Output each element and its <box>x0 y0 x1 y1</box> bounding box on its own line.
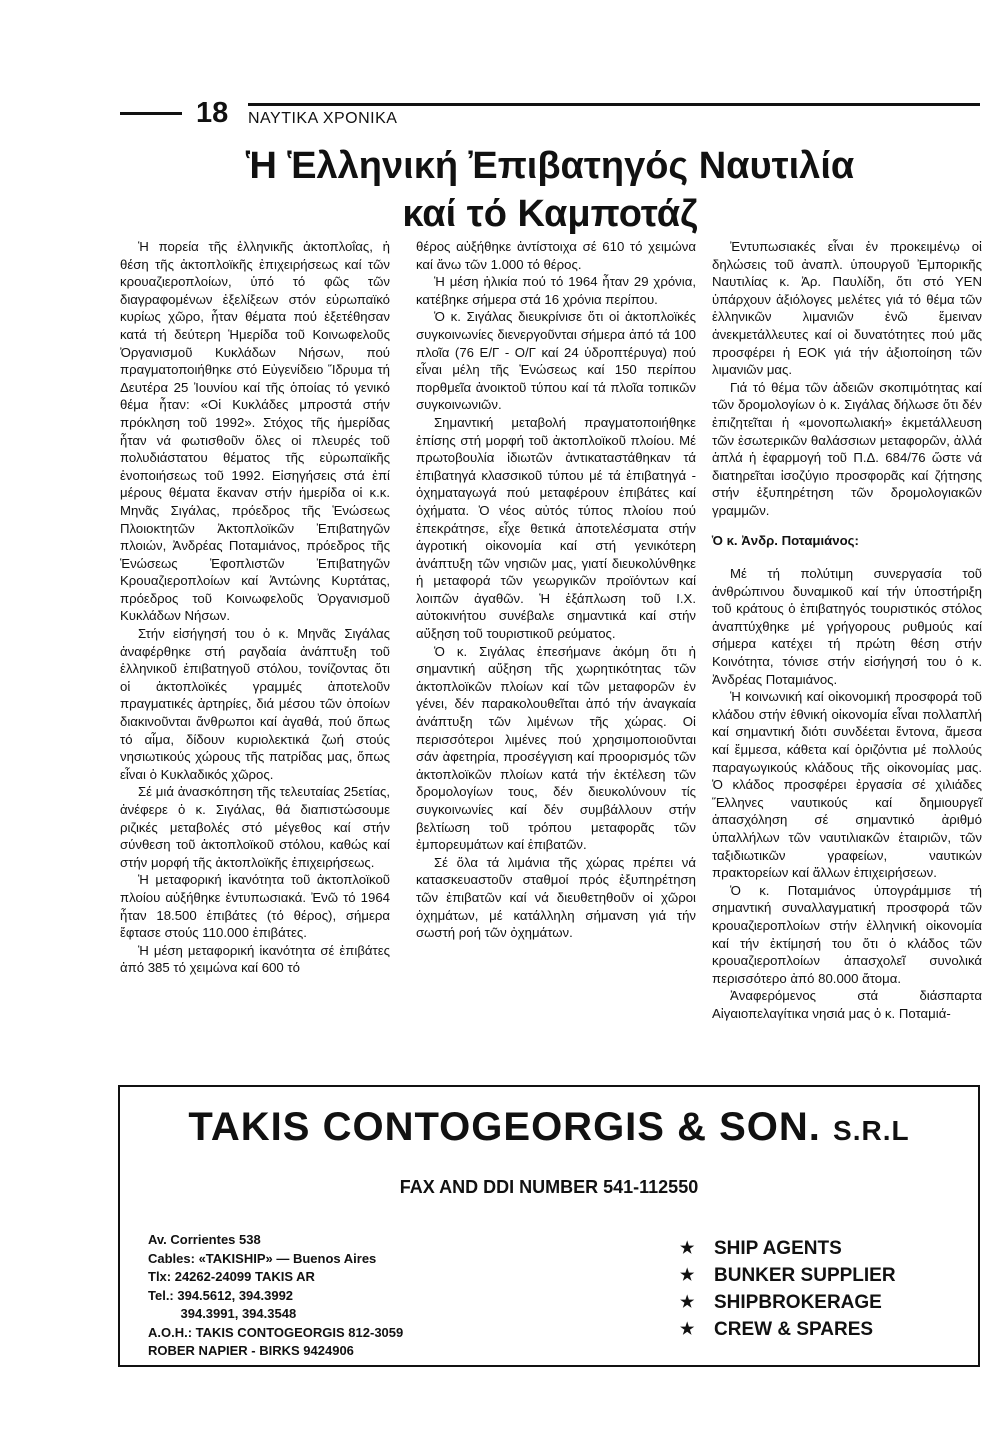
paragraph: Σέ ὅλα τά λιμάνια τῆς χώρας πρέπει νά κατασκευαστοῦν σταθμοί πρός ἐξυπηρέτηση τῶν ἐπιβατῶν καί νά διευθετηθοῦν οἱ χῶροι ὀχημάτων, μέ κατάλληλη σήμανση γιά τήν σωστή ροή τῶν ὀχημάτων. <box>416 854 696 941</box>
paragraph: Ὁ κ. Ποταμιάνος ὑπογράμμισε τή σημαντική συναλλαγματική προσφορά τῶν κρουαζιεροπλοίων στήν ἑλληνική οἰκονομία καί τήν ἐκτίμησή του ὅτι ὁ κλάδος τῶν κρουαζιεροπλοίων ἀπασχολεῖ συνολικά περισσότερο ἀπό 80.000 ἄτομα. <box>712 882 982 986</box>
star-icon: ★ <box>680 1240 695 1257</box>
article-column-2 <box>416 238 696 942</box>
paragraph: Ὁ κ. Σιγάλας διευκρίνισε ὅτι οἱ ἀκτοπλοϊκές συγκοινωνίες διενεργοῦνται σήμερα ἀπό τά 100 πλοῖα (76 Ε/Γ - Ο/Γ καί 24 ὑδροπτέρυγα) πού εἶναι μέλη τῆς Ἑνώσεως καί 150 περίπου πορθμεῖα ἀνοικτοῦ τύπου καί τά πλοῖα τοπικῶν συγκοινωνιῶν. <box>416 309 696 413</box>
ad-contact-line: Av. Corrientes 538 <box>148 1232 261 1247</box>
paragraph: Ἡ μέση ἡλικία πού τό 1964 ἦταν 29 χρόνια, κατέβηκε σήμερα στά 16 χρόνια περίπου. <box>416 274 696 307</box>
paragraph: Σέ μιά ἀνασκόπηση τῆς τελευταίας 25ετίας, ἀνέφερε ὁ κ. Σιγάλας, θά διαπιστώσουμε ριζικές μεταβολές στό μέγεθος καί στήν σύνθεση τοῦ ἀκτοπλοϊκοῦ στόλου, καθώς καί στήν μορφή τῆς ἀκτοπλοϊκῆς ἐπιχειρήσεως. <box>120 784 390 870</box>
paragraph: Ἐντυπωσιακές εἶναι ἐν προκειμένῳ οἱ δηλώσεις τοῦ ἀναπλ. ὑπουργοῦ Ἐμπορικῆς Ναυτιλίας κ. Ἀρ. Παυλίδη, ὅτι στό ΥΕΝ ὑπάρχουν ἀξιόλογες μελέτες γιά τό θέμα τῶν ἑλληνικῶν λιμανιῶν ἐνῶ ἔμειναν ἀνεκμετάλλευτες καί οἱ δυνατότητες πού μᾶς προσφέρει ἡ ΕΟΚ γιά τήν ἀξιοποίηση τῶν λιμανιῶν μας. <box>712 239 982 378</box>
star-icon: ★ <box>680 1294 695 1311</box>
ad-service-item: ★ SHIPBROKERAGE <box>680 1289 896 1316</box>
article-title <box>120 142 980 238</box>
ad-contact-list <box>148 1231 403 1361</box>
paragraph: Γιά τό θέμα τῶν ἀδειῶν σκοπιμότητας καί τῶν δρομολογίων ὁ κ. Σιγάλας δήλωσε ὅτι δέν ἐπιζητεῖται ἡ «μονοπωλιακή» ἐκμετάλλευση τῶν ἐσωτερικῶν θαλάσσιων μεταφορῶν, ἀλλά ἁπλά ἡ ἐφαρμογή τοῦ Π.Δ. 684/76 ὥστε νά διατηρεῖται ἰσοζύγιο προσφορᾶς καί ζήτησης στήν ἐξυπηρέτηση τῶν δρομολογιακῶν γραμμῶν. <box>712 379 982 518</box>
ad-contact-line: A.O.H.: TAKIS CONTOGEORGIS 812-3059 <box>148 1324 404 1340</box>
header-rule-left <box>120 112 182 115</box>
star-icon: ★ <box>680 1321 695 1338</box>
ad-contact-line: ROBER NAPIER - BIRKS 9424906 <box>148 1343 354 1358</box>
paragraph: Μέ τή πολύτιμη συνεργασία τοῦ ἀνθρώπινου δυναμικοῦ καί τήν ὑποστήριξη τοῦ κράτους ὁ ἐπιβατηγός τουριστικός στόλος ἀναπτύχθηκε μέ γρήγορους ρυθμούς καί σήμερα κατέχει τή πρώτη θέση στήν Κοινότητα, τόνισε στήν εἰσήγησή του ὁ κ. Ἀνδρέας Ποταμιάνος. <box>712 566 982 687</box>
ad-services-list <box>680 1235 896 1343</box>
article-column-1 <box>120 238 390 977</box>
article-title-line-2: καί τό Καμποτάζ <box>402 193 698 235</box>
article-title-line-1: Ἡ Ἑλληνική Ἐπιβατηγός Ναυτιλία <box>245 145 855 187</box>
publication-name: ΝΑΥΤΙΚΑ ΧΡΟΝΙΚΑ <box>248 110 398 127</box>
page-number: 18 <box>196 97 229 129</box>
star-icon: ★ <box>680 1267 695 1284</box>
paragraph: Ἡ μεταφορική ἱκανότητα τοῦ ἀκτοπλοϊκοῦ πλοίου αὐξήθηκε ἐντυπωσιακά. Ἐνῶ τό 1964 ἦταν 18.500 ἐπιβάτες (τό θέρος), σήμερα ἔφτασε στούς 110.000 ἐπιβάτες. <box>120 872 390 941</box>
ad-service-item: ★ SHIP AGENTS <box>680 1235 896 1262</box>
ad-service-item: ★ BUNKER SUPPLIER <box>680 1262 896 1289</box>
article-column-3 <box>712 238 982 1023</box>
paragraph: Ἡ πορεία τῆς ἑλληνικῆς ἀκτοπλοΐας, ἡ θέση τῆς ἀκτοπλοϊκῆς ἐπιχειρήσεως καί τῶν κρουαζιεροπλοίων, ὑπό τό φῶς τῶν διαγραφομένων ἐξελίξεων στόν εὐρωπαϊκό κυρίως χῶρο, ἦταν θέματα πού ἐξετέθησαν κατά τή δεύτερη Ἡμερίδα τοῦ Κοινωφελοῦς Ὀργανισμοῦ Κυκλάδων Νήσων, πού πραγματοποιήθηκε στό Εὐγενίδειο Ἵδρυμα τή Δευτέρα 25 Ἰουνίου καί τῆς ὁποίας τό γενικό θέμα ἦταν: «Οἱ Κυκλάδες μπροστά στήν πρόκληση τοῦ 1992». Στόχος τῆς ἡμερίδας ἦταν νά φωτισθοῦν ὅλες οἱ πλευρές τοῦ πολυδιάστατου θέματος τῆς εὐρωπαϊκῆς ἑνοποιήσεως τοῦ 1992. Εἰσηγήσεις στά ἐπί μέρους θέματα ἔκαναν στήν ἡμερίδα οἱ κ.κ. Μηνᾶς Σιγάλας, πρόεδρος τῆς Ἑνώσεως Πλοιοκτητῶν Ἀκτοπλοϊκῶν Ἐπιβατηγῶν πλοιών, Ἀνδρέας Ποταμιάνος, πρόεδρος τῆς Ἑνώσεως Ἐφοπλιστῶν Ἐπιβατηγῶν Κρουαζιεροπλοίων καί Ἀντώνης Κυρτάτας, πρόεδρος τοῦ Κοινωφελοῦς Ὀργανισμοῦ Κυκλάδων Νήσων. <box>120 239 390 624</box>
ad-contact-line: 394.3991, 394.3548 <box>148 1306 297 1321</box>
paragraph: Στήν εἰσήγησή του ὁ κ. Μηνᾶς Σιγάλας ἀναφέρθηκε στή ραγδαία ἀνάπτυξη τοῦ ἑλληνικοῦ ἐπιβατηγοῦ στόλου, τονίζοντας ὅτι οἱ ἀκτοπλοϊκές γραμμές ἀποτελοῦν πραγματικές ἀρτηρίες, διά μέσου τῶν ὁποίων διακινοῦνται ἄνθρωποι καί ἀγαθά, πού ὅπως τό αἷμα, δίδουν κυριολεκτικά ζωή στούς νησιωτικούς χώρους τῆς πατρίδας μας, ὅπως εἶναι ὁ Κυκλαδικός χῶρος. <box>120 626 390 782</box>
ad-service-item: ★ CREW & SPARES <box>680 1316 896 1343</box>
advertisement-box <box>118 1085 980 1367</box>
ad-contact-line: Cables: «TAKISHIP» — Buenos Aires <box>148 1250 377 1266</box>
paragraph: Ὁ κ. Σιγάλας ἐπεσήμανε ἀκόμη ὅτι ἡ σημαντική αὔξηση τῆς χωρητικότητας τῶν ἀκτοπλοϊκῶν πλοίων καί τῶν μεταφορῶν ἐν γένει, δέν παρακολουθεῖται ἀπό τήν ἀναγκαία ἀνάπτυξη τῶν λιμένων τῆς χώρας. Οἱ περισσότεροι λιμένες πού χρησιμοποιοῦνται σάν ἀφετηρία, προσέγγιση καί προορισμός τῶν ἀκτοπλοϊκῶν πλοίων κατά τήν ἐκτέλεση τῶν δρομολογίων τους, δέν διευκολύνουν τίς συγκοινωνίες καί δέν συμβάλλουν στήν βελτίωση τοῦ τρόπου μεταφορᾶς τῶν ἐμπορευμάτων καί ἐπιβατῶν. <box>416 643 696 853</box>
ad-company-name: TAKIS CONTOGEORGIS & SON. S.R.L <box>188 1105 910 1149</box>
ad-contact-line: Tel.: 394.5612, 394.3992 <box>148 1287 294 1303</box>
header-rule-right <box>248 103 980 106</box>
paragraph: Ἡ μέση μεταφορική ἱκανότητα σέ ἐπιβάτες ἀπό 385 τό χειμώνα καί 600 τό <box>120 942 390 976</box>
ad-company-suffix: S.R.L <box>833 1115 910 1146</box>
ad-contact-line: Tlx: 24262-24099 TAKIS AR <box>148 1269 315 1284</box>
paragraph: θέρος αὐξήθηκε ἀντίστοιχα σέ 610 τό χειμώνα καί ἄνω τῶν 1.000 τό θέρος. <box>416 239 696 272</box>
paragraph: Ἀναφερόμενος στά διάσπαρτα Αἰγαιοπελαγίτικα νησιά μας ὁ κ. Ποταμιά- <box>712 988 982 1021</box>
section-subheading: Ὁ κ. Ἀνδρ. Ποταμιάνος: <box>712 532 859 548</box>
paragraph: Ἡ κοινωνική καί οἰκονομική προσφορά τοῦ κλάδου στήν ἐθνική οἰκονομία εἶναι πολλαπλή καί σημαντική διότι συνδέεται ἔντονα, ἄμεσα καί ἔμμεσα, κάθετα καί ὁριζόντια μέ πολλούς παραγωγικούς κλάδους τῆς οἰκονομίας μας. Ὁ κλάδος προσφέρει ἐργασία σέ χιλιάδες Ἕλληνες ναυτικούς καί δημιουργεῖ ἀπασχόληση σέ σημαντικό ἀριθμό ὑπαλλήλων τῶν ναυτιλιακῶν ἑταιριῶν, τῶν ταξιδιωτικῶν γραφείων, ναυτικών πρακτορείων καί ἄλλων ἐπιχειρήσεων. <box>712 689 982 881</box>
ad-fax-number: FAX AND DDI NUMBER 541-112550 <box>399 1177 699 1197</box>
paragraph: Σημαντική μεταβολή πραγματοποιήθηκε ἐπίσης στή μορφή τοῦ ἀκτοπλοϊκοῦ πλοίου. Μέ πρωτοβουλία ἰδιωτῶν ἀντικαταστάθηκαν τά ἐπιβατηγά κλασσικοῦ τύπου μέ τά ἐπιβατηγά - ὀχηματαγωγά πού μεταφέρουν ἐπιβάτες καί ὀχήματα. Ὁ νέος αὐτός τύπος πλοίου πού ἐπεκράτησε, εἶχε θετικά ἀποτελέσματα στήν ἀγροτική οἰκονομία καί στή γενικότερη ἀνάπτυξη τῶν νησιῶν μας, γιατί διευκολύνθηκε ἡ μεταφορά τῶν γεωργικῶν προϊόντων καί λοιπῶν ἀγαθῶν. Ἡ ἐξάπλωση τοῦ Ι.Χ. αὐτοκινήτου συνέβαλε σημαντικά καί στήν αὔξηση τοῦ τουριστικοῦ ρεύματος. <box>416 414 696 642</box>
